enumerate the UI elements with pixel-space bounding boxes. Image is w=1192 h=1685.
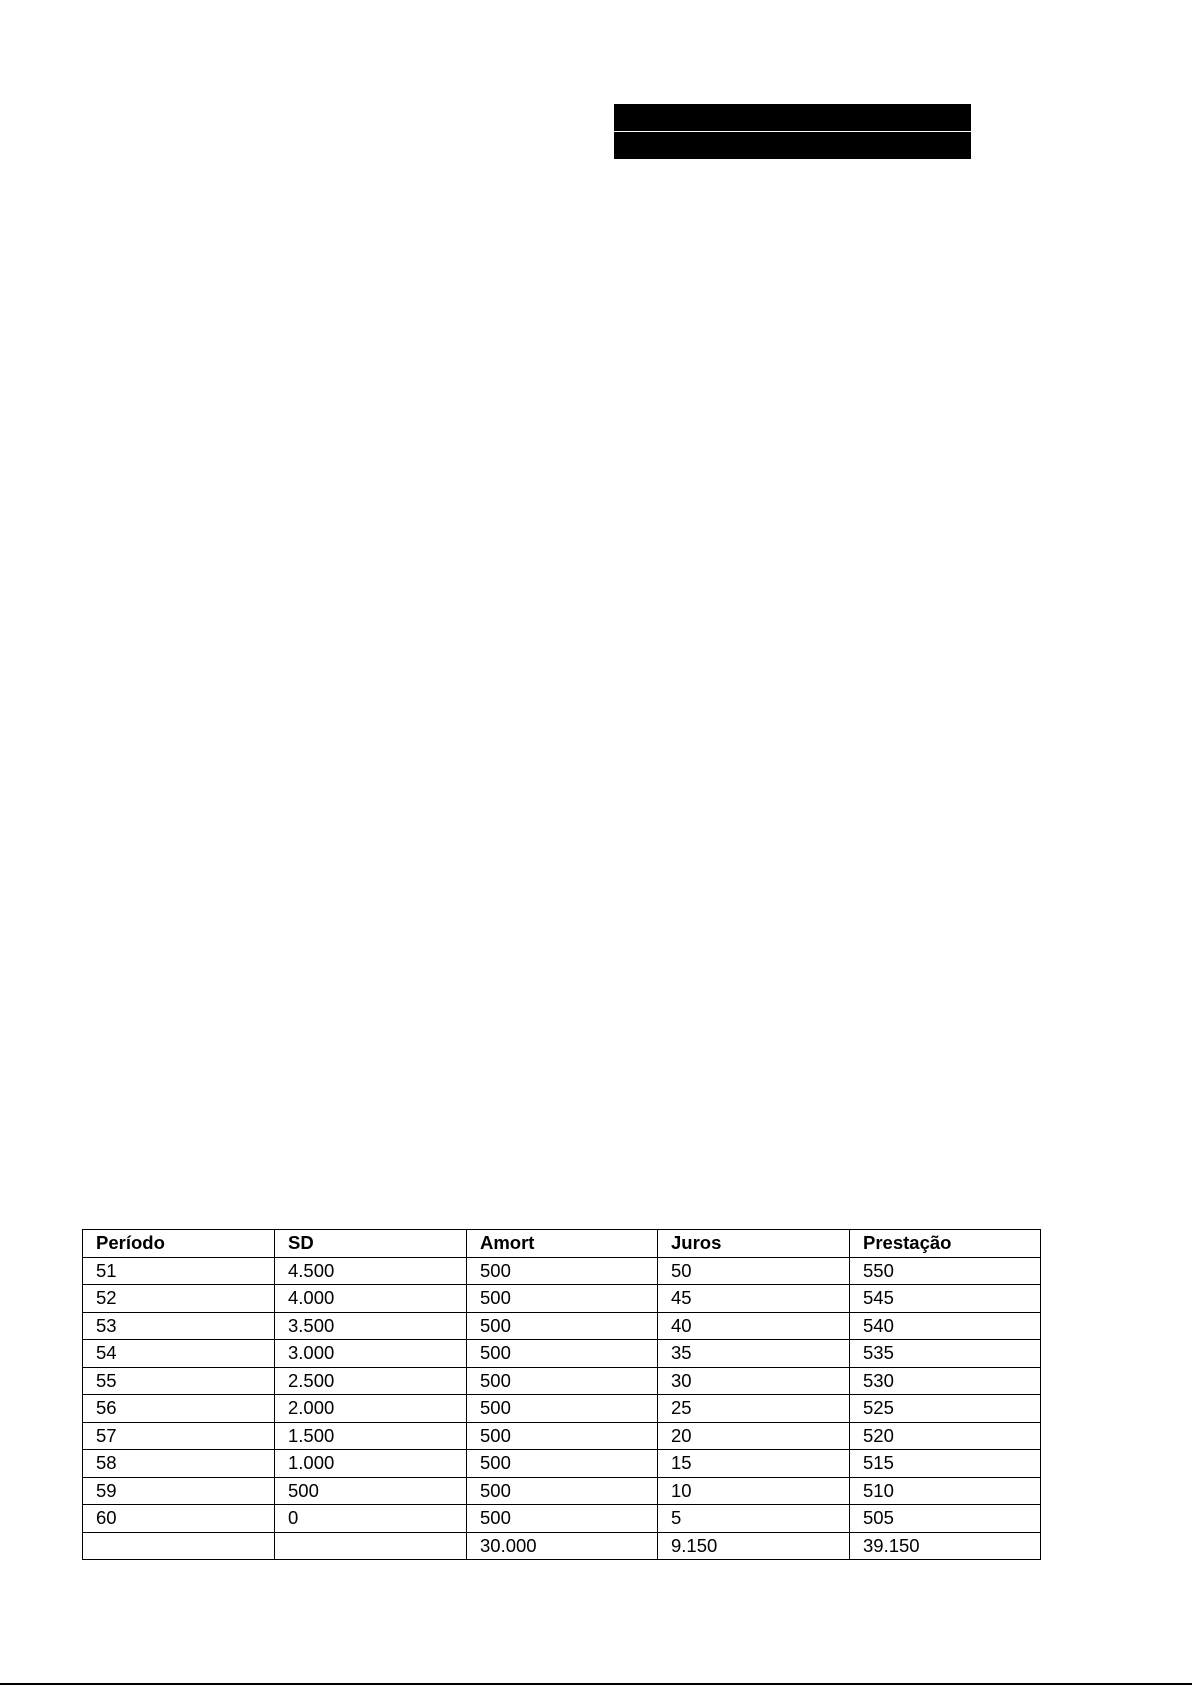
cell-prestacao: 515 (850, 1450, 1041, 1478)
cell-periodo: 54 (83, 1340, 275, 1368)
table-row (83, 1257, 1041, 1285)
cell-periodo: 60 (83, 1505, 275, 1533)
table-row (83, 1477, 1041, 1505)
cell-juros: 20 (658, 1422, 850, 1450)
cell-sd: 2.500 (275, 1367, 467, 1395)
cell-prestacao: 505 (850, 1505, 1041, 1533)
cell-prestacao: 510 (850, 1477, 1041, 1505)
cell-amort: 500 (467, 1395, 658, 1423)
cell-periodo: 59 (83, 1477, 275, 1505)
header-juros: Juros (658, 1230, 850, 1258)
cell-prestacao: 540 (850, 1312, 1041, 1340)
cell-sd: 0 (275, 1505, 467, 1533)
table-row (83, 1312, 1041, 1340)
cell-prestacao: 550 (850, 1257, 1041, 1285)
cell-prestacao: 545 (850, 1285, 1041, 1313)
cell-periodo: 52 (83, 1285, 275, 1313)
amortization-table-container (82, 1229, 1040, 1560)
cell-periodo: 53 (83, 1312, 275, 1340)
table-totals-row (83, 1532, 1041, 1560)
cell-amort: 500 (467, 1312, 658, 1340)
header-prestacao: Prestação (850, 1230, 1041, 1258)
cell-sd: 3.500 (275, 1312, 467, 1340)
cell-amort: 500 (467, 1422, 658, 1450)
cell-amort: 500 (467, 1477, 658, 1505)
cell-periodo: 51 (83, 1257, 275, 1285)
redaction-bar (614, 132, 971, 159)
cell-sd (275, 1532, 467, 1560)
cell-prestacao-total: 39.150 (850, 1532, 1041, 1560)
cell-amort: 500 (467, 1450, 658, 1478)
cell-juros: 5 (658, 1505, 850, 1533)
header-periodo: Período (83, 1230, 275, 1258)
cell-amort: 500 (467, 1257, 658, 1285)
table-row (83, 1422, 1041, 1450)
cell-amort: 500 (467, 1505, 658, 1533)
table-row (83, 1367, 1041, 1395)
cell-juros: 40 (658, 1312, 850, 1340)
cell-juros: 35 (658, 1340, 850, 1368)
cell-sd: 2.000 (275, 1395, 467, 1423)
cell-prestacao: 530 (850, 1367, 1041, 1395)
table-header-row (83, 1230, 1041, 1258)
cell-juros: 30 (658, 1367, 850, 1395)
cell-periodo: 57 (83, 1422, 275, 1450)
header-amort: Amort (467, 1230, 658, 1258)
cell-sd: 3.000 (275, 1340, 467, 1368)
table-row (83, 1395, 1041, 1423)
cell-periodo: 58 (83, 1450, 275, 1478)
cell-prestacao: 525 (850, 1395, 1041, 1423)
cell-sd: 500 (275, 1477, 467, 1505)
cell-periodo: 55 (83, 1367, 275, 1395)
cell-amort-total: 30.000 (467, 1532, 658, 1560)
cell-juros-total: 9.150 (658, 1532, 850, 1560)
cell-amort: 500 (467, 1285, 658, 1313)
cell-juros: 25 (658, 1395, 850, 1423)
cell-juros: 50 (658, 1257, 850, 1285)
cell-sd: 1.000 (275, 1450, 467, 1478)
cell-amort: 500 (467, 1367, 658, 1395)
header-sd: SD (275, 1230, 467, 1258)
cell-juros: 15 (658, 1450, 850, 1478)
cell-juros: 45 (658, 1285, 850, 1313)
cell-periodo (83, 1532, 275, 1560)
cell-sd: 4.000 (275, 1285, 467, 1313)
redaction-bar (614, 104, 971, 131)
cell-prestacao: 535 (850, 1340, 1041, 1368)
table-row (83, 1285, 1041, 1313)
cell-periodo: 56 (83, 1395, 275, 1423)
table-row (83, 1505, 1041, 1533)
amortization-table (82, 1229, 1041, 1560)
cell-prestacao: 520 (850, 1422, 1041, 1450)
cell-sd: 1.500 (275, 1422, 467, 1450)
table-row (83, 1340, 1041, 1368)
cell-sd: 4.500 (275, 1257, 467, 1285)
cell-juros: 10 (658, 1477, 850, 1505)
cell-amort: 500 (467, 1340, 658, 1368)
table-row (83, 1450, 1041, 1478)
